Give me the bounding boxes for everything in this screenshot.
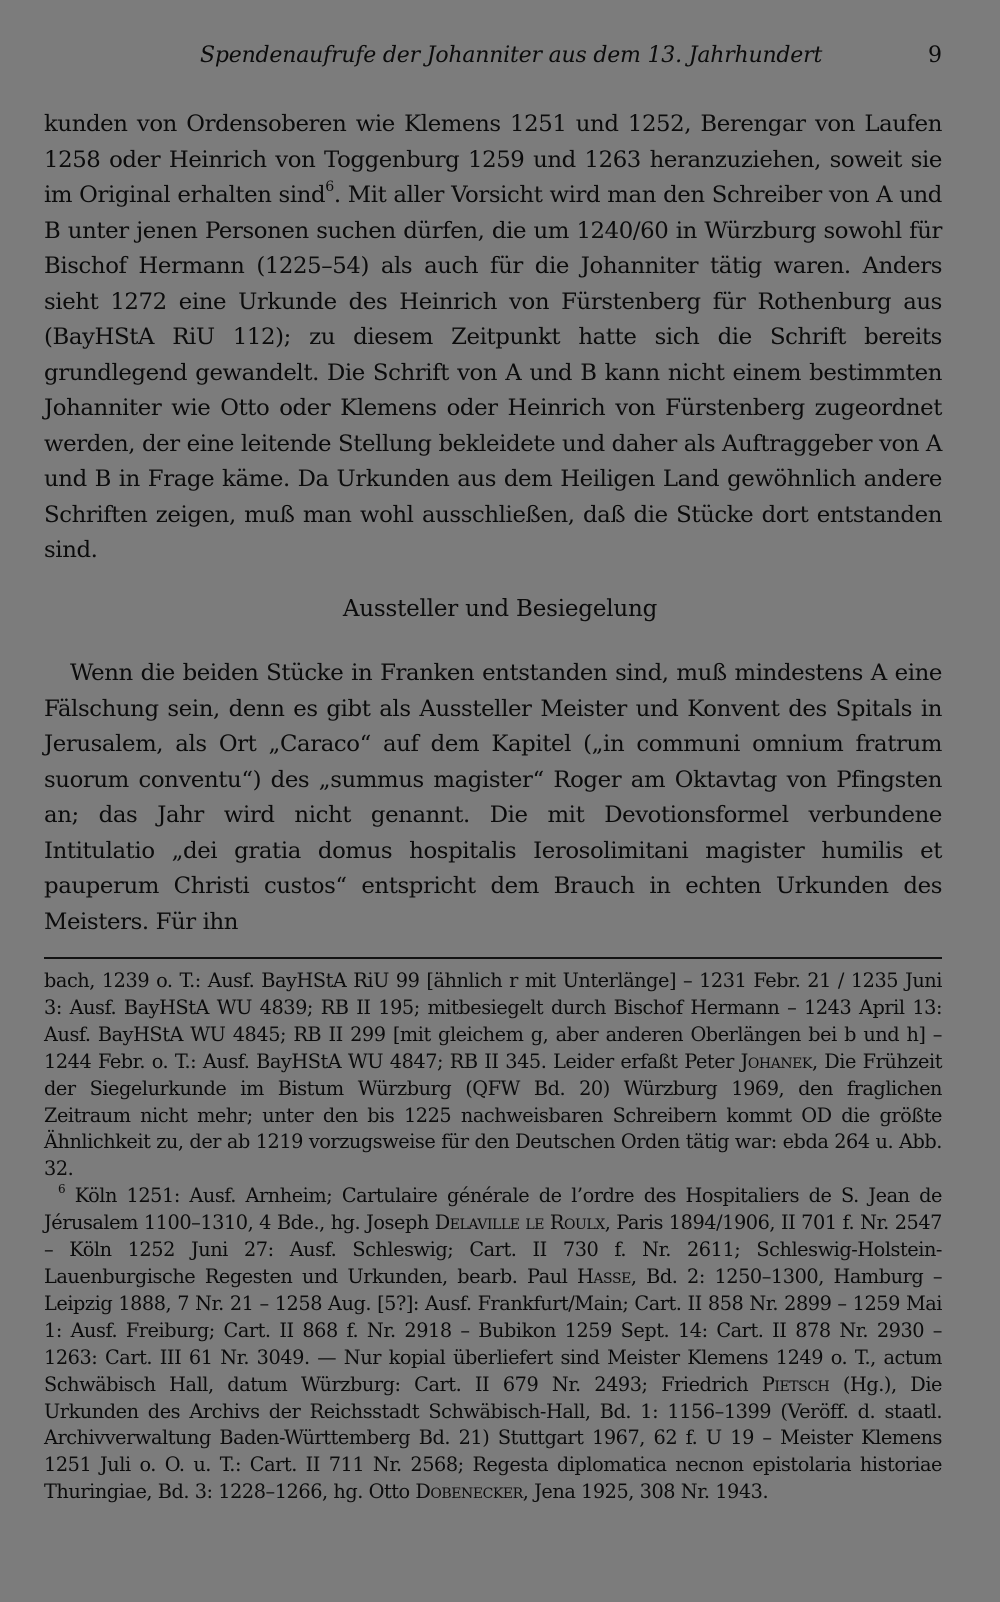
author-name: Delaville le Roulx [434, 1211, 605, 1235]
footnote-6 [44, 1183, 942, 1506]
running-header [0, 38, 1000, 78]
body-paragraph-2: Wenn die beiden Stücke in Franken entstanden sind, muß mindestens A eine Fälschung sein, denn es gibt als Aussteller Meister und Konvent des Spitals in Jerusalem, als Ort „Caraco“ auf dem Kapitel („in communi omnium fratrum suorum conventu“) des „summus magister“ Roger am Oktavtag von Pfingsten an; das Jahr wird nicht genannt. Die mit Devotionsformel verbundene Intitulatio „dei gratia domus hospitalis Ierosolimitani magister humilis et pauperum Christi custos“ entspricht dem Brauch in echten Urkunden des Meisters. Für ihn [44, 660, 942, 935]
paragraph-text: . Mit aller Vorsicht wird man den Schreiber von A und B unter jenen Personen suchen dürfen, die um 1240/60 in Würzburg sowohl für Bischof Hermann (1225–54) als auch für die Johanniter tätig waren. Anders sieht 1272 eine Urkunde des Heinrich von Fürstenberg für Rothenburg aus (BayHStA RiU 112); zu diesem Zeitpunkt hatte sich die Schrift bereits grundlegend gewandelt. Die Schrift von A und B kann nicht einem bestimmten Johanniter wie Otto oder Klemens oder Heinrich von Fürstenberg zugeordnet werden, der eine leitende Stellung bekleidete und daher als Auftraggeber von A und B in Frage käme. Da Urkunden aus dem Heiligen Land gewöhnlich andere Schriften zeigen, muß man wohl ausschließen, daß die Stücke dort entstanden sind. [44, 182, 942, 563]
footnote-reference: 6 [325, 179, 334, 196]
footnote-text: , Bd. 2: 1250–1300, Hamburg – Leipzig 1888, 7 Nr. 21 – 1258 Aug. [5?]: Ausf. Frankfurt/Main; Cart. II 858 Nr. 2899 – 1259 Mai 1: Ausf. Freiburg; Cart. II 868 f. Nr. 2918 – Bubikon 1259 Sept. 14: Cart. II 878 Nr. 2930 – 1263: Cart. III 61 Nr. 3049. — Nur kopial überliefert sind Meister Klemens 1249 o. T., actum Schwäbisch Hall, datum Würzburg: Cart. II 679 Nr. 2493; Friedrich [44, 1264, 943, 1396]
author-name: Dobenecker [415, 1480, 523, 1504]
footnote-text: , Paris 1894/1906, II 701 f. Nr. 2547 – Köln 1252 Juni 27: Ausf. Schleswig; Cart. II 730 f. Nr. 2611; Schleswig-Holstein-Lauenburgische Regesten und Urkunden, bearb. Paul [44, 1211, 942, 1288]
running-title: Spendenaufrufe der Johanniter aus dem 13. Jahrhundert [200, 43, 823, 68]
page-number: 9 [928, 43, 942, 68]
footnote-text: (Hg.), Die Urkunden des Archivs der Reichsstadt Schwäbisch-Hall, Bd. 1: 1156–1399 (Veröff. d. staatl. Archivverwaltung Baden-Württemberg Bd. 21) Stuttgart 1967, 62 f. U 19 – Meister Klemens 1251 Juli o. O. u. T.: Cart. II 711 Nr. 2568; Regesta diplomatica necnon epistolaria historiae Thuringiae, Bd. 3: 1228–1266, hg. Otto [44, 1372, 942, 1504]
footnote-text: Köln 1251: Ausf. Arnheim; Cartulaire générale de l’ordre des Hospitaliers de S. Jean de Jérusalem 1100–1310, 4 Bde., hg. Joseph [44, 1184, 942, 1235]
body-paragraph-1 [44, 107, 942, 569]
footnote-text: , Jena 1925, 308 Nr. 1943. [522, 1480, 769, 1504]
author-name: Pietsch [761, 1372, 830, 1396]
footnote-separator [44, 957, 942, 959]
footnotes [44, 968, 942, 1506]
author-name: Hasse [577, 1264, 631, 1288]
section-heading: Aussteller und Besiegelung [342, 596, 658, 622]
paragraph-text: kunden von Ordensoberen wie Klemens 1251 und 1252, Berengar von Laufen 1258 oder Heinrich von Toggenburg 1259 und 1263 heranzuziehen, soweit sie im Original erhalten sind [44, 111, 942, 208]
footnote-text: , Die Frühzeit der Siegelurkunde im Bistum Würzburg (QFW Bd. 20) Würzburg 1969, den fraglichen Zeitraum nicht mehr; unter den bis 1225 nachweisbaren Schreibern kommt OD die größte Ähnlichkeit zu, der ab 1219 vorzugsweise für den Deutschen Orden tätig war: ebda 264 u. Abb. 32. [44, 1049, 942, 1181]
footnote-number: 6 [58, 1182, 66, 1197]
author-name: Johanek [740, 1049, 812, 1073]
footnote-continued [44, 968, 942, 1183]
footnote-text: bach, 1239 o. T.: Ausf. BayHStA RiU 99 [ähnlich r mit Unterlänge] – 1231 Febr. 21 / 1235 Juni 3: Ausf. BayHStA WU 4839; RB II 195; mitbesiegelt durch Bischof Hermann – 1243 April 13: Ausf. BayHStA WU 4845; RB II 299 [mit gleichem g, aber anderen Oberlängen bei b und h] – 1244 Febr. o. T.: Ausf. BayHStA WU 4847; RB II 345. Leider erfaßt Peter [44, 969, 942, 1073]
